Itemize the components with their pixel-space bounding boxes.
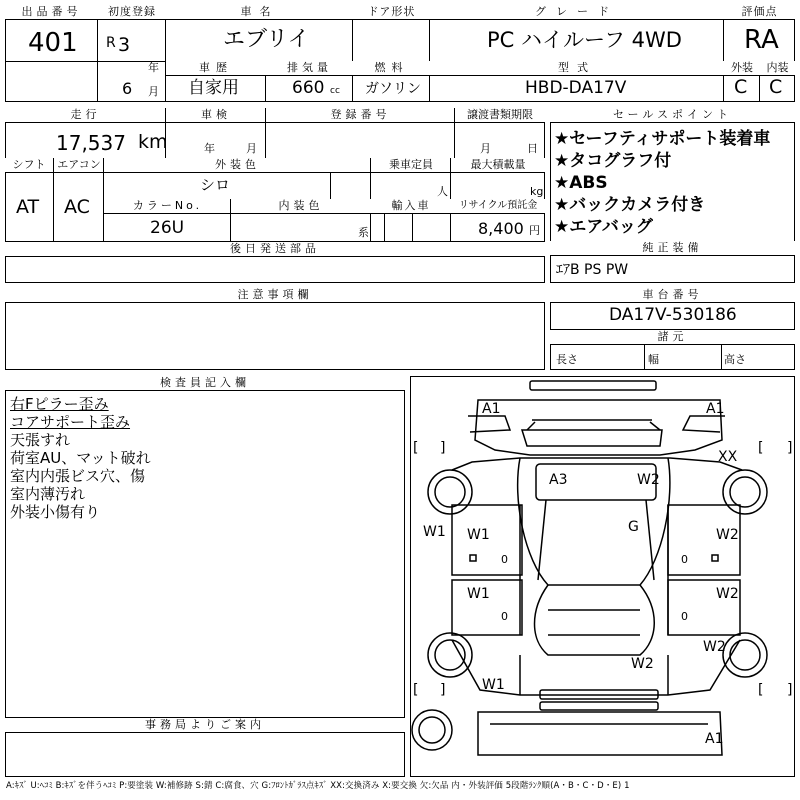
equipment-label: 純正装備 <box>550 241 795 256</box>
bracket-mark: [ <box>758 682 764 698</box>
first-reg-label: 初度登録 <box>98 5 166 20</box>
damage-mark: W1 <box>467 527 490 543</box>
insp-year: 年 <box>204 142 215 155</box>
damage-mark: W2 <box>716 586 739 602</box>
maxload-label: 最大積載量 <box>451 158 545 173</box>
mileage-value: 17,537 <box>56 131 126 155</box>
sales-point-item: ★エアバッグ <box>554 217 653 237</box>
color-label: 外装色 <box>104 158 371 173</box>
dims-length: 長さ <box>556 353 578 366</box>
sales-point-item: ★バックカメラ付き <box>554 195 706 215</box>
car-diagram-box <box>410 376 795 777</box>
damage-mark: A1 <box>482 401 501 417</box>
bracket-mark: ] <box>787 440 793 456</box>
inspector-note: 外装小傷有り <box>10 503 101 521</box>
recycle-unit: 円 <box>529 224 540 237</box>
transfer-month: 月 <box>480 142 491 155</box>
zero-mark: 0 <box>681 610 688 623</box>
inspector-notes <box>10 395 151 521</box>
model-label: 型式 <box>430 61 724 76</box>
color-no-value: 26U <box>150 218 185 238</box>
capacity-label: 乗車定員 <box>371 158 451 173</box>
bracket-mark: [ <box>413 682 419 698</box>
equipment-value: ｴｱB PS PW <box>556 262 629 278</box>
recycle-label: リサイクル預託金 <box>451 199 545 214</box>
zero-mark: 0 <box>681 553 688 566</box>
inspector-note: 室内薄汚れ <box>10 485 86 503</box>
year-unit: 年 <box>148 61 159 74</box>
era: R <box>106 35 116 51</box>
int-label: 内装 <box>760 61 795 76</box>
damage-mark: W2 <box>716 527 739 543</box>
score-value: RA <box>744 25 779 55</box>
sales-point-item: ★ABS <box>554 173 608 193</box>
sales-point-list <box>554 128 770 238</box>
int-color-unit: 系 <box>358 226 369 239</box>
recycle-value: 8,400 <box>478 219 524 238</box>
inspector-note: 荷室AU、マット破れ <box>10 449 151 467</box>
mileage-label: 走行 <box>5 108 166 123</box>
fuel-value: ガソリン <box>365 81 421 97</box>
bracket-mark: ] <box>440 440 446 456</box>
damage-mark: W2 <box>703 639 726 655</box>
inspector-note: 天張すれ <box>10 431 71 449</box>
sales-point-item: ★セーフティサポート装着車 <box>554 129 771 149</box>
lot-number: 401 <box>28 28 78 58</box>
car-name-label: 車名 <box>166 5 353 20</box>
ac-label: エアコン <box>54 158 104 173</box>
door-label: ドア形状 <box>353 5 430 20</box>
damage-mark: A3 <box>549 472 568 488</box>
int-color-label: 内装色 <box>231 199 371 214</box>
int-score: C <box>769 76 783 98</box>
reg-no-label: 登録番号 <box>266 108 455 123</box>
fuel-label: 燃料 <box>353 61 430 76</box>
sales-point-item: ★タコグラフ付 <box>554 151 672 171</box>
zero-mark: 0 <box>501 610 508 623</box>
ac-value: AC <box>64 196 90 218</box>
damage-mark: W2 <box>631 656 654 672</box>
damage-mark: W2 <box>637 472 660 488</box>
damage-mark: A1 <box>706 401 725 417</box>
sales-point-label: セールスポイント <box>550 108 795 123</box>
history-label: 車歴 <box>166 61 266 76</box>
chassis-label: 車台番号 <box>550 288 795 303</box>
inspector-note: コアサポート歪み <box>10 413 131 431</box>
reg-month: 6 <box>122 79 133 98</box>
disp-label: 排気量 <box>266 61 353 76</box>
disp-value: 660 <box>292 78 325 98</box>
shift-label: シフト <box>5 158 53 173</box>
damage-mark: W1 <box>423 524 446 540</box>
dims-width: 幅 <box>648 353 659 366</box>
transfer-label: 譲渡書類期限 <box>455 108 545 123</box>
office-label: 事務局よりご案内 <box>5 718 405 733</box>
disp-unit: cc <box>330 86 340 96</box>
capacity-unit: 人 <box>437 185 448 198</box>
later-parts-label: 後日発送部品 <box>5 242 545 257</box>
car-name: エブリイ <box>223 27 310 52</box>
insp-month: 月 <box>246 142 257 155</box>
inspector-label: 検査員記入欄 <box>5 376 405 391</box>
bracket-mark: [ <box>413 440 419 456</box>
color-value: シロ <box>200 176 231 194</box>
month-unit: 月 <box>148 85 159 98</box>
ext-score: C <box>734 76 748 98</box>
inspector-note: 室内内張ビス穴、傷 <box>10 467 146 485</box>
bracket-mark: ] <box>787 682 793 698</box>
maxload-unit: kg <box>530 185 544 198</box>
zero-mark: 0 <box>501 553 508 566</box>
damage-mark: G <box>628 519 639 535</box>
dims-label: 諸元 <box>550 330 795 345</box>
damage-mark: W1 <box>482 677 505 693</box>
inspector-note: 右Fピラー歪み <box>10 395 109 413</box>
score-label: 評価点 <box>724 5 795 20</box>
import-label: 輸入車 <box>371 199 451 214</box>
dims-height: 高さ <box>724 353 746 366</box>
grade-value: PC ハイルーフ 4WD <box>487 28 682 52</box>
model-value: HBD-DA17V <box>525 78 627 98</box>
bracket-mark: [ <box>758 440 764 456</box>
transfer-day: 日 <box>527 142 538 155</box>
legend-text: A:ｷｽﾞ U:ﾍｺﾐ B:ｷｽﾞを伴うﾍｺﾐ P:要塗装 W:補修跡 S:錆 C:腐食、穴 G:ﾌﾛﾝﾄｶﾞﾗｽ点ｷｽﾞ XX:交換済み X:要交換 欠:欠品 内・外装評価 5段階ﾗﾝｸ順(A・B・C・D・E) 1 <box>6 781 630 791</box>
notes-label: 注意事項欄 <box>5 288 545 303</box>
chassis-value: DA17V-530186 <box>609 305 737 325</box>
damage-mark: XX <box>718 449 738 465</box>
damage-mark: A1 <box>705 731 724 747</box>
inspection-label: 車検 <box>166 108 266 123</box>
color-no-label: カラーNo. <box>104 199 231 214</box>
damage-mark: W1 <box>467 586 490 602</box>
reg-year: 3 <box>118 34 131 56</box>
history-value: 自家用 <box>188 78 239 98</box>
ext-label: 外装 <box>724 61 760 76</box>
grade-label: グレード <box>430 5 724 20</box>
shift-value: AT <box>16 196 40 218</box>
mileage-unit: km <box>138 131 168 153</box>
bracket-mark: ] <box>440 682 446 698</box>
lot-label: 出品番号 <box>5 5 98 20</box>
